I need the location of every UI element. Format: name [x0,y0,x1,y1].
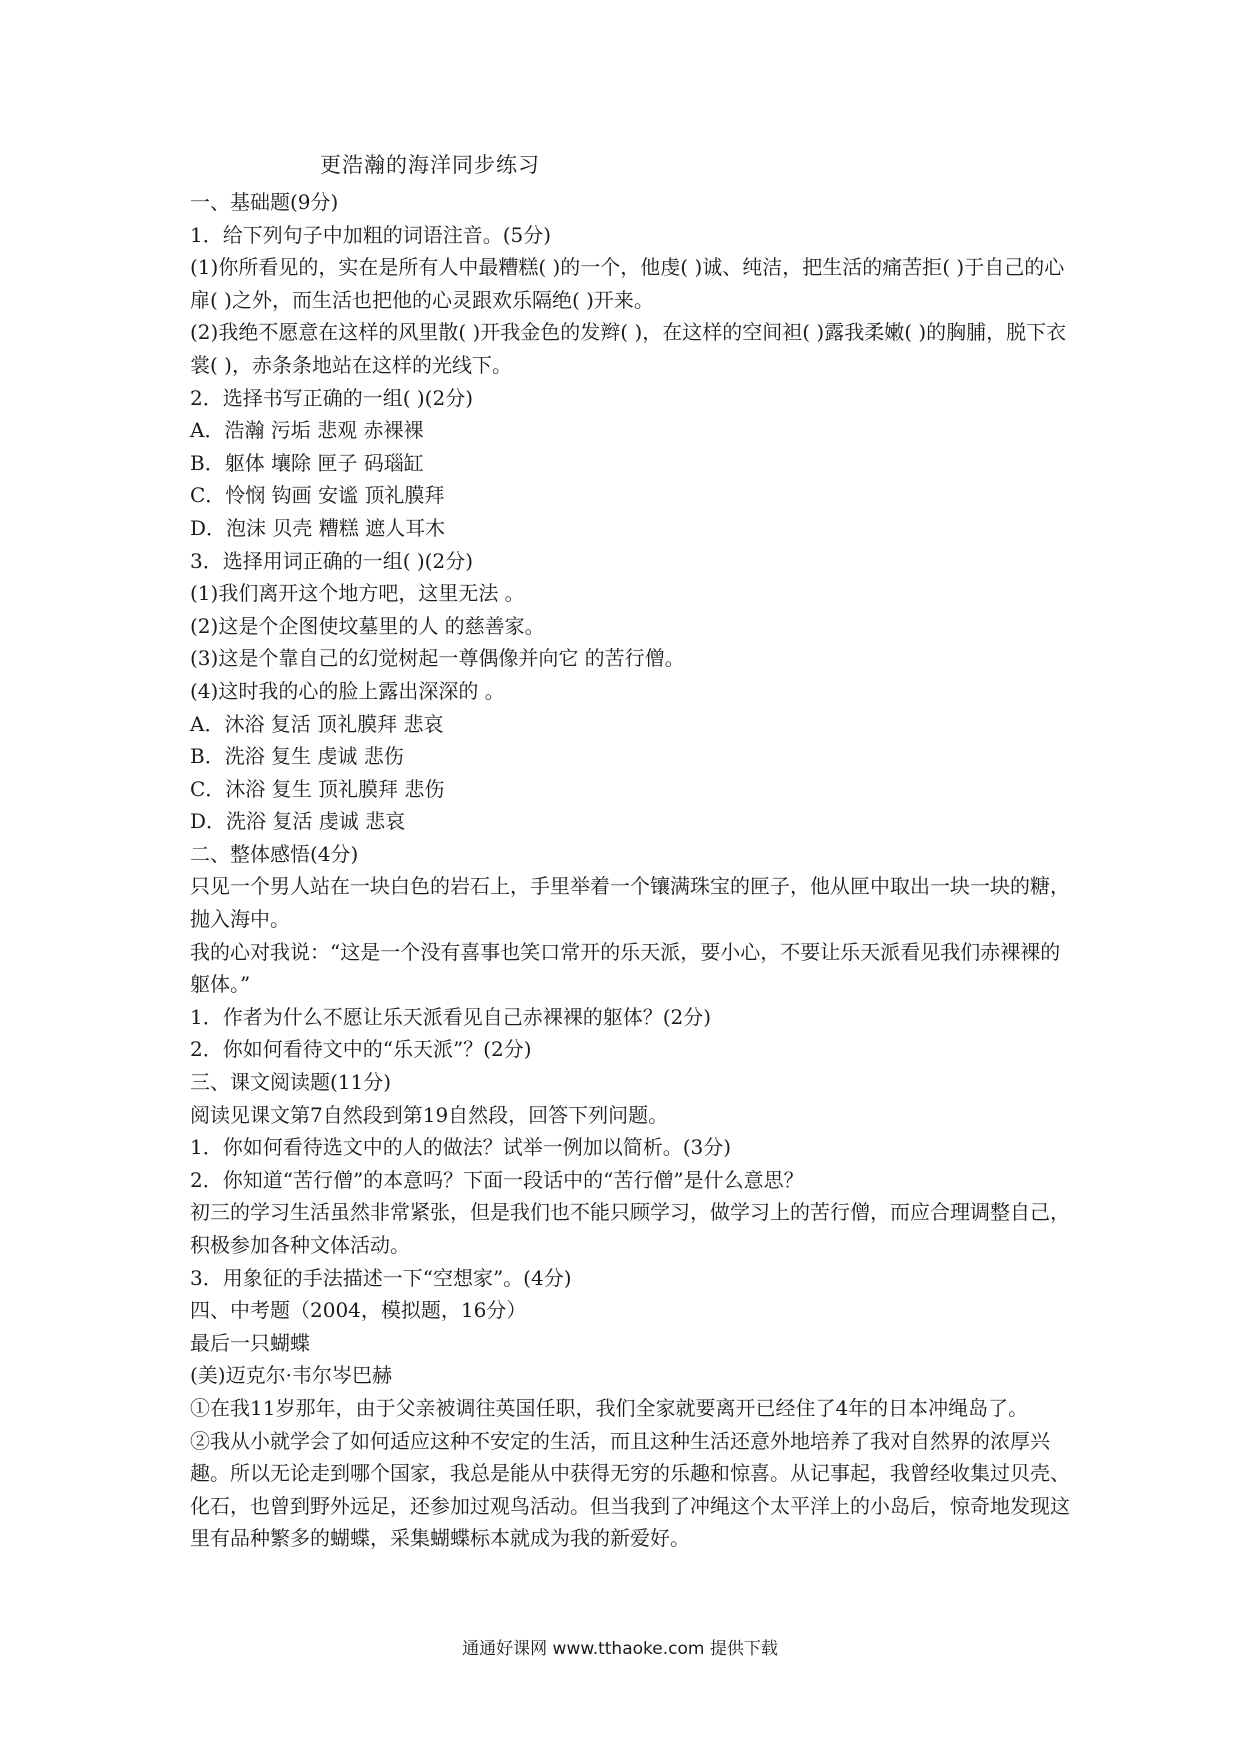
article-author: (美)迈克尔·韦尔岑巴赫 [190,1363,392,1388]
passage-paragraph-2: 我的心对我说：“这是一个没有喜事也笑口常开的乐天派，要小心，不要让乐天派看见我们赤裸裸的躯体。” [190,939,1061,997]
article-title: 最后一只蝴蝶 [190,1330,310,1355]
article-paragraph-2: ②我从小就学会了如何适应这种不安定的生活，而且这种生活还意外地培养了我对自然界的浓厚兴趣。所以无论走到哪个国家，我总是能从中获得无穷的乐趣和惊喜。从记事起，我曾经收集过贝壳、化石，也曾到野外远足，还参加过观鸟活动。但当我到了冲绳这个太平洋上的小岛后，惊奇地发现这里有品种繁多的蝴蝶，采集蝴蝶标本就成为我的新爱好。 [190,1428,1070,1551]
question-3-sentence-2: (2)这是个企图使坟墓里的人 的慈善家。 [190,613,545,638]
section-heading-exam: 四、中考题（2004，模拟题，16分） [190,1298,527,1323]
reading-question-2-text: 初三的学习生活虽然非常紧张，但是我们也不能只顾学习，做学习上的苦行僧，而应合理调整自己，积极参加各种文体活动。 [190,1200,1070,1257]
reading-instruction: 阅读见课文第7自然段到第19自然段，回答下列问题。 [190,1102,669,1127]
reading-question-3: 3．用象征的手法描述一下“空想家”。(4分) [190,1265,572,1290]
document-page [190,150,1070,1555]
question-3-option-b: B．洗浴 复生 虔诚 悲伤 [190,744,404,769]
question-2-option-a: A．浩瀚 污垢 悲观 赤裸裸 [190,418,424,443]
question-3-option-c: C．沐浴 复生 顶礼膜拜 悲伤 [190,776,445,801]
reading-question-2: 2．你知道“苦行僧”的本意吗？下面一段话中的“苦行僧”是什么意思？ [190,1167,804,1192]
question-1-item-2: (2)我绝不愿意在这样的风里散( )开我金色的发辫( )，在这样的空间袒( )露我柔嫩( )的胸脯，脱下衣裳( )，赤条条地站在这样的光线下。 [190,320,1067,377]
question-3-option-a: A．沐浴 复活 顶礼膜拜 悲哀 [190,711,444,736]
question-1-item-1: (1)你所看见的，实在是所有人中最糟糕( )的一个，他虔( )诚、纯洁，把生活的痛苦拒( )于自己的心扉( )之外，而生活也把他的心灵跟欢乐隔绝( )开来。 [190,255,1065,312]
overall-question-1: 1．作者为什么不愿让乐天派看见自己赤裸裸的躯体？(2分) [190,1004,712,1029]
question-3-sentence-4: (4)这时我的心的脸上露出深深的 。 [190,678,505,703]
question-2: 2．选择书写正确的一组( )(2分) [190,385,474,410]
section-heading-basic: 一、基础题(9分) [190,190,339,214]
question-2-option-c: C．怜悯 钩画 安谧 顶礼膜拜 [190,483,445,508]
question-3-sentence-1: (1)我们离开这个地方吧，这里无法 。 [190,581,525,606]
reading-question-1: 1．你如何看待选文中的人的做法？试举一例加以简析。(3分) [190,1135,732,1160]
section-heading-overall: 二、整体感悟(4分) [190,841,359,866]
question-3-option-d: D．洗浴 复活 虔诚 悲哀 [190,809,406,834]
page-footer: 通通好课网 www.tthaoke.com 提供下载 [462,1639,778,1659]
question-3-sentence-3: (3)这是个靠自己的幻觉树起一尊偶像并向它 的苦行僧。 [190,646,685,671]
passage-paragraph-1: 只见一个男人站在一块白色的岩石上，手里举着一个镶满珠宝的匣子，他从匣中取出一块一块的糖，抛入海中。 [190,874,1070,932]
document-body [190,186,1070,1555]
article-paragraph-1: ①在我11岁那年，由于父亲被调往英国任职，我们全家就要离开已经住了4年的日本冲绳岛了。 [190,1395,1029,1420]
section-heading-reading: 三、课文阅读题(11分) [190,1070,392,1095]
question-2-option-d: D．泡沫 贝壳 糟糕 遮人耳木 [190,515,446,540]
question-3: 3．选择用词正确的一组( )(2分) [190,548,474,573]
question-2-option-b: B．躯体 壤除 匣子 码瑙缸 [190,450,424,475]
document-title: 更浩瀚的海洋同步练习 [320,153,540,177]
question-1: 1．给下列句子中加粗的词语注音。(5分) [190,222,552,247]
overall-question-2: 2．你如何看待文中的“乐天派”？(2分) [190,1037,532,1062]
